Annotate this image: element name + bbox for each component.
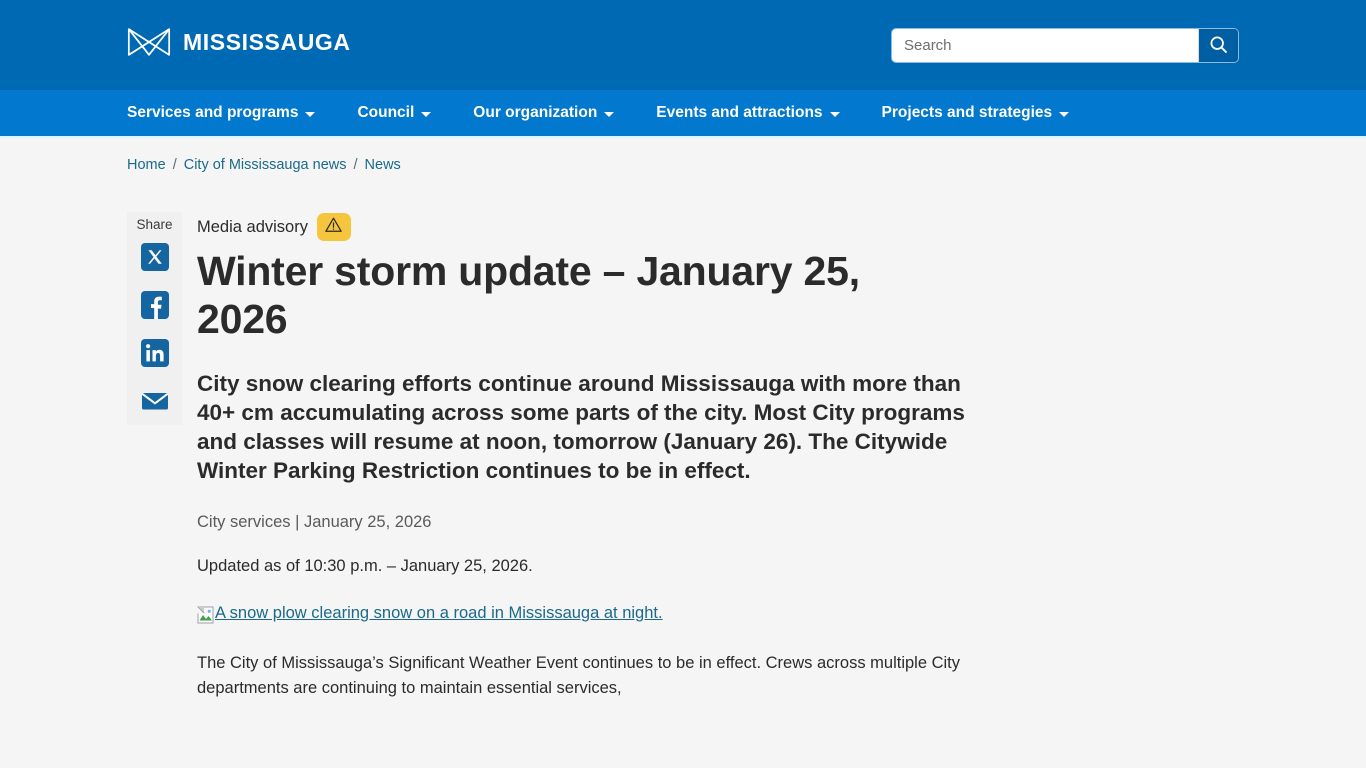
main-navigation	[0, 90, 1366, 138]
chevron-down-icon	[604, 112, 614, 117]
article-paragraph: The City of Mississauga’s Significant Weather Event continues to be in effect. Crews across multiple City departments are continuing to maintain essential services,	[197, 653, 961, 698]
share-rail	[127, 212, 182, 425]
mississauga-bowtie-logo-icon	[127, 26, 171, 58]
nav-item-our-organization[interactable]	[473, 105, 614, 121]
chevron-down-icon	[830, 112, 840, 117]
search-submit-button[interactable]	[1198, 29, 1238, 62]
warning-triangle-icon	[324, 216, 343, 238]
broken-image-icon	[197, 606, 214, 624]
nav-item-events-and-attractions[interactable]	[656, 105, 839, 121]
site-logo-link[interactable]	[127, 26, 351, 58]
chevron-down-icon	[421, 112, 431, 117]
nav-item-projects-and-strategies[interactable]	[882, 105, 1070, 121]
linkedin-icon	[141, 354, 169, 371]
nav-item-label: Events and attractions	[656, 104, 823, 122]
search-icon	[1208, 34, 1229, 58]
news-article	[197, 212, 997, 702]
share-linkedin-button[interactable]	[141, 339, 169, 367]
breadcrumb	[0, 138, 1366, 173]
nav-item-label: Our organization	[473, 104, 598, 122]
nav-item-council[interactable]	[357, 105, 431, 121]
facebook-icon	[141, 306, 169, 323]
chevron-down-icon	[1059, 112, 1069, 117]
share-email-button[interactable]	[141, 387, 169, 415]
x-twitter-icon	[141, 258, 169, 275]
site-search	[892, 29, 1238, 62]
page-body	[0, 173, 1366, 702]
media-advisory-badge[interactable]	[317, 213, 351, 241]
article-kicker: Media advisory	[197, 217, 308, 236]
nav-item-services-and-programs[interactable]	[127, 105, 315, 121]
breadcrumb-separator: /	[172, 157, 177, 173]
email-envelope-icon	[141, 402, 169, 419]
share-x-twitter-button[interactable]	[141, 243, 169, 271]
nav-item-label: Projects and strategies	[881, 104, 1053, 122]
nav-item-label: Council	[357, 104, 415, 122]
share-label: Share	[136, 217, 173, 232]
article-kicker-row	[197, 212, 997, 242]
article-image-link[interactable]	[197, 604, 663, 624]
article-image-alt-text: A snow plow clearing snow on a road in Mississauga at night.	[215, 603, 663, 622]
nav-item-label: Services and programs	[127, 104, 299, 122]
search-input[interactable]	[892, 29, 1198, 62]
article-meta: City services | January 25, 2026	[197, 513, 432, 532]
breadcrumb-item-home[interactable]: Home	[127, 157, 166, 173]
breadcrumb-item-news[interactable]: News	[364, 157, 401, 173]
article-lead: City snow clearing efforts continue around Mississauga with more than 40+ cm accumulating across some parts of the city. Most City programs and classes will resume at noon, tomorrow (January 26). The Citywide Winter Parking Restriction continues to be in effect.	[197, 371, 965, 484]
share-facebook-button[interactable]	[141, 291, 169, 319]
breadcrumb-item-city-of-mississauga-news[interactable]: City of Mississauga news	[183, 157, 347, 173]
chevron-down-icon	[305, 112, 315, 117]
breadcrumb-separator: /	[353, 157, 358, 173]
article-updated-timestamp: Updated as of 10:30 p.m. – January 25, 2026.	[197, 557, 533, 576]
site-header	[0, 0, 1366, 90]
site-brand-name: MISSISSAUGA	[183, 28, 351, 55]
page-title: Winter storm update – January 25, 2026	[197, 248, 860, 342]
